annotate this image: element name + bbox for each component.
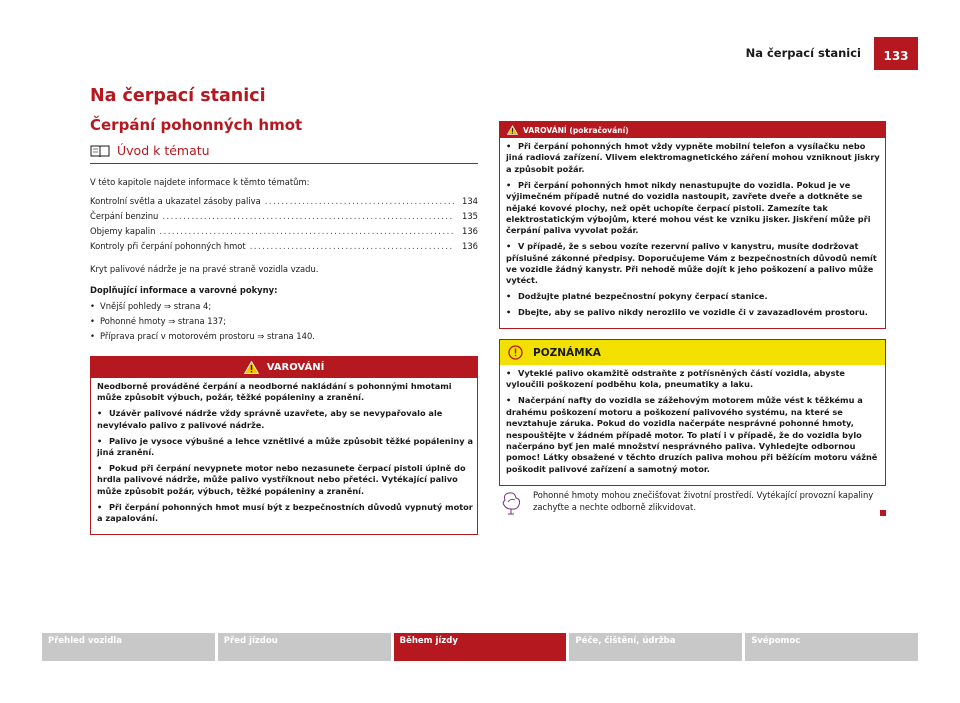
warning-box xyxy=(90,356,478,535)
list-item[interactable]: • Vnější pohledy ⇒ strana 4; xyxy=(90,299,478,314)
environment-note xyxy=(499,490,886,516)
warning-intro: Neodborně prováděné čerpání a neodborné nakládání s pohonnými hmotami může způsobit výbuch, požár, těžké popáleniny a zranění. xyxy=(97,381,452,403)
toc-list xyxy=(90,194,478,254)
warning-item: • V případě, že s sebou vozíte rezervní palivo v kanystru, musíte dodržovat příslušné zákonné předpisy. Doporučujeme Vám z bezpečnostních důvodů nemít ve vozidle žádný kanystr. Při nehodě může dojít k jeho poškození a palivo může vytéct. xyxy=(506,241,877,286)
warning-item: • Uzávěr palivové nádrže vždy správně uzavřete, aby se nevypařovalo ale nevylévalo palivo z palivové nádrže. xyxy=(97,408,443,430)
warning-body xyxy=(91,378,477,534)
chapter-title: Na čerpací stanici xyxy=(90,86,266,106)
toc-label: Kontroly při čerpání pohonných hmot xyxy=(90,241,246,251)
warning-continued-box xyxy=(499,121,886,329)
toc-page: 135 xyxy=(462,211,478,221)
extra-info-heading: Doplňující informace a varovné pokyny: xyxy=(90,285,278,295)
footer-tab-svepomoc[interactable]: Svépomoc xyxy=(745,633,918,661)
extra-info-list xyxy=(90,299,478,344)
section-title: Čerpání pohonných hmot xyxy=(90,116,303,134)
warning-continued-title: VAROVÁNÍ (pokračování) xyxy=(523,125,629,135)
footer-nav xyxy=(42,633,918,661)
warning-title: VAROVÁNÍ xyxy=(266,362,325,373)
page-number: 133 xyxy=(874,37,918,70)
exclamation-circle-icon xyxy=(508,345,523,360)
toc-label: Kontrolní světla a ukazatel zásoby paliva xyxy=(90,196,261,206)
toc-leader xyxy=(250,239,454,254)
end-mark xyxy=(880,510,886,516)
warning-item: • Pokud při čerpání nevypnete motor nebo nezasunete čerpací pistoli úplně do hrdla palivové nádrže, může palivo vystříknout nebo přetéci. Vytékající palivo může způsobit požár, výbuch, těžké popáleniny a zranění. xyxy=(97,462,466,496)
note-box xyxy=(499,339,886,486)
warning-triangle-icon xyxy=(244,361,259,374)
warning-continued-body xyxy=(500,138,885,328)
running-head: Na čerpací stanici xyxy=(745,46,861,60)
note-body xyxy=(500,365,885,485)
toc-leader xyxy=(162,209,454,224)
note-item: • Načerpání nafty do vozidla se zážehovým motorem může vést k těžkému a drahému poškození motoru a poškození palivového systému, na které se nevztahuje záruka. Pokud do vozidla načerpáte nesprávné pohonné hmoty, nespouštějte v žádném případě motor. To platí i v případě, že do vozidla bylo načerpáno byť jen malé množství nesprávného paliva. Vyhledejte odbornou pomoc! Látky obsažené v těchto druzích paliva mohou při běžícím motoru vážně poškodit palivové zařízení a samotný motor. xyxy=(506,395,878,474)
warning-item: • Palivo je vysoce výbušné a lehce vznětlivé a může způsobit těžké popáleniny a jiná zranění. xyxy=(97,435,473,458)
footer-tab-pece[interactable]: Péče, čištění, údržba xyxy=(569,633,742,661)
toc-label: Čerpání benzinu xyxy=(90,211,159,221)
warning-item: • Při čerpání pohonných hmot vždy vypněte mobilní telefon a vysílačku nebo jiná radiová zařízení. Vlivem elektromagnetického záření mohou vzniknout jiskry a způsobit požár. xyxy=(506,141,880,174)
note-header xyxy=(500,340,885,365)
footer-tab-pred-jizdou[interactable]: Před jízdou xyxy=(218,633,391,661)
toc-row[interactable] xyxy=(90,194,478,209)
toc-leader xyxy=(265,194,454,209)
warning-item: • Dbejte, aby se palivo nikdy nerozlilo ve vozidle či v zavazadlovém prostoru. xyxy=(506,307,868,318)
left-column xyxy=(90,86,478,344)
tank-note: Kryt palivové nádrže je na pravé straně vozidla vzadu. xyxy=(90,264,319,274)
warning-item: • Dodžujte platné bezpečnostní pokyny čerpací stanice. xyxy=(506,291,768,302)
warning-item: • Při čerpání pohonných hmot nikdy nenastupujte do vozidla. Pokud je ve výjimečném případě nutné do vozidla nastoupit, zavřete dveře a dotkněte se nějaké kovové plochy, než opět uchopíte čerpací pistoli. Zamezíte tak elektrostatickým výbojům, které mohou vést ke vzniku jisker. Jiskření může při čerpání paliva vyvolat požár. xyxy=(506,179,871,236)
toc-row[interactable] xyxy=(90,224,478,239)
subsection-header xyxy=(90,143,478,164)
toc-label: Objemy kapalin xyxy=(90,226,156,236)
footer-tab-behem-jizdy[interactable]: Během jízdy xyxy=(394,633,567,661)
list-item[interactable]: • Pohonné hmoty ⇒ strana 137; xyxy=(90,314,478,329)
note-item: • Vyteklé palivo okamžitě odstraňte z potřísněných částí vozidla, abyste vyloučili poškození podběhu kola, pneumatiky a laku. xyxy=(506,368,845,390)
toc-row[interactable] xyxy=(90,209,478,224)
book-icon xyxy=(90,144,110,158)
warning-continued-header xyxy=(500,122,885,138)
note-title: POZNÁMKA xyxy=(533,346,601,359)
toc-page: 136 xyxy=(462,241,478,251)
warning-header xyxy=(91,357,477,378)
toc-leader xyxy=(159,224,454,239)
toc-page: 134 xyxy=(462,196,478,206)
environment-icon xyxy=(499,490,523,516)
toc-page: 136 xyxy=(462,226,478,236)
environment-text: Pohonné hmoty mohou znečišťovat životní prostředí. Vytékající provozní kapaliny zachyťte a nechte odborně zlikvidovat. xyxy=(533,490,874,512)
toc-row[interactable] xyxy=(90,239,478,254)
intro-text: V této kapitole najdete informace k těmto tématům: xyxy=(90,177,310,187)
footer-tab-prehled[interactable]: Přehled vozidla xyxy=(42,633,215,661)
warning-item: • Při čerpání pohonných hmot musí být z bezpečnostních důvodů vypnutý motor a zapalování. xyxy=(97,501,473,524)
subsection-title: Úvod k tématu xyxy=(117,143,210,158)
list-item[interactable]: • Příprava prací v motorovém prostoru ⇒ strana 140. xyxy=(90,329,478,344)
warning-triangle-icon xyxy=(507,125,518,135)
